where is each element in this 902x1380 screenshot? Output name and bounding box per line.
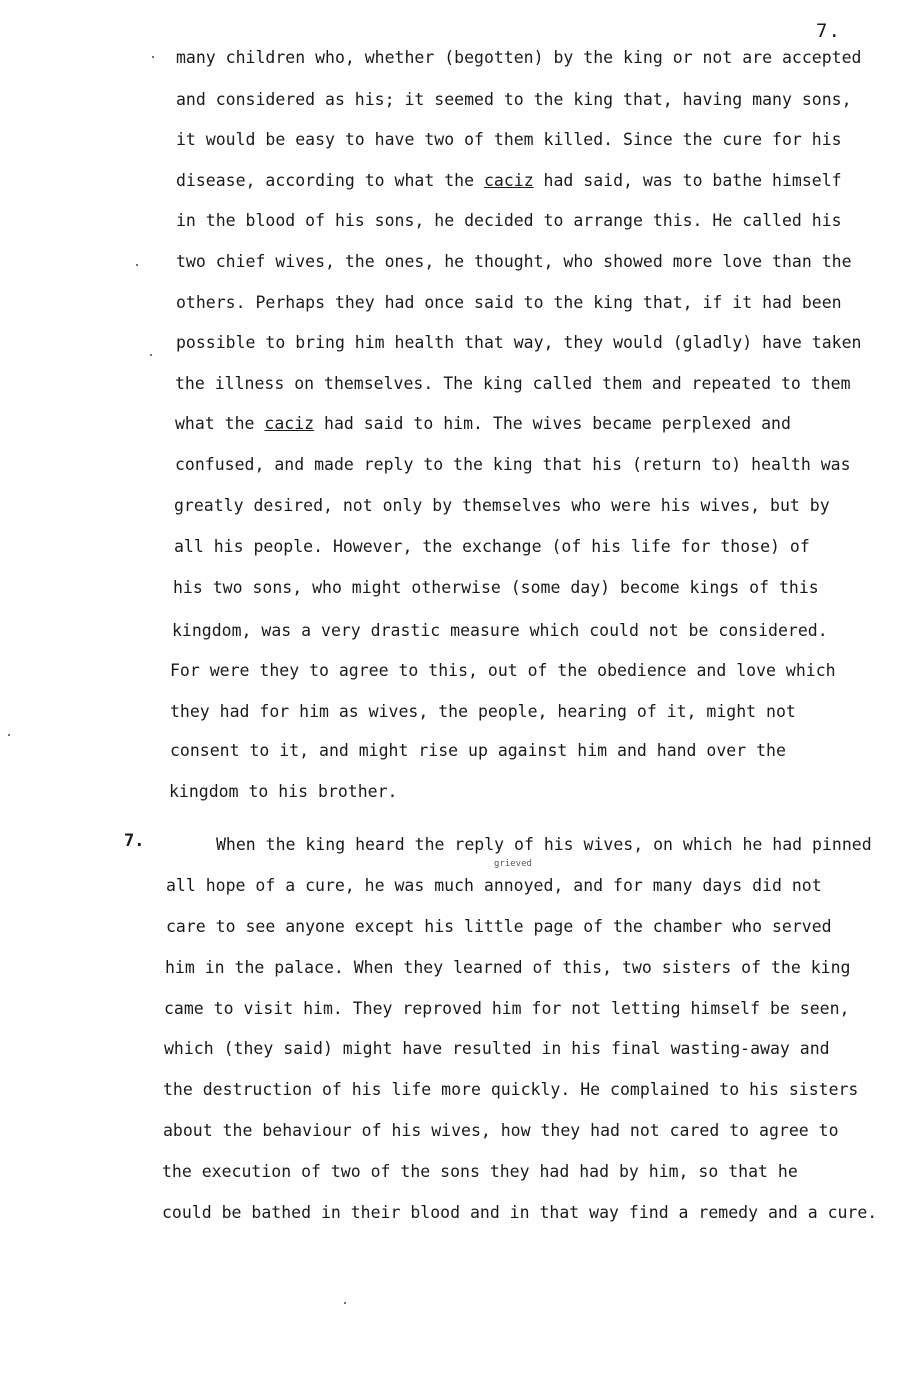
text-line: the destruction of his life more quickly. He complained to his sisters (163, 1080, 859, 1099)
text-fragment: what the (175, 414, 265, 433)
text-line: him in the palace. When they learned of this, two sisters of the king (165, 958, 851, 977)
text-line: others. Perhaps they had once said to the king that, if it had been (176, 293, 842, 312)
text-line: kingdom, was a very drastic measure which could not be considered. (172, 621, 828, 640)
scan-speck (136, 264, 138, 266)
text-line: confused, and made reply to the king that his (return to) health was (175, 455, 851, 474)
handwritten-insertion: grieved (494, 859, 532, 869)
text-line: in the blood of his sons, he decided to arrange this. He called his (176, 211, 842, 230)
text-line: When the king heard the reply of his wives, on which he had pinned (216, 835, 872, 854)
text-line: his two sons, who might otherwise (some day) become kings of this (173, 578, 819, 597)
scan-speck (8, 734, 10, 736)
text-line: all his people. However, the exchange (of his life for those) of (174, 537, 810, 556)
paragraph-number: 7. (124, 831, 145, 851)
underlined-word-caciz: caciz (483, 171, 534, 190)
text-line: which (they said) might have resulted in his final wasting-away and (164, 1039, 830, 1058)
text-line: many children who, whether (begotten) by the king or not are accepted (176, 48, 862, 67)
text-line-with-underline (176, 170, 842, 192)
page-number: 7. (816, 20, 841, 42)
text-line: kingdom to his brother. (169, 782, 398, 801)
text-line: For were they to agree to this, out of the obedience and love which (170, 661, 836, 680)
text-line: it would be easy to have two of them killed. Since the cure for his (176, 130, 842, 149)
text-line: possible to bring him health that way, they would (gladly) have taken (176, 333, 862, 352)
text-line: came to visit him. They reproved him for not letting himself be seen, (164, 999, 850, 1018)
text-fragment: disease, according to what the (176, 171, 484, 190)
text-line: could be bathed in their blood and in that way find a remedy and a cure. (162, 1203, 878, 1222)
text-fragment: had said, was to bathe himself (533, 171, 842, 190)
text-fragment: had said to him. The wives became perplexed and (314, 414, 791, 433)
text-line-with-underline (175, 413, 791, 435)
text-line: and considered as his; it seemed to the king that, having many sons, (176, 90, 852, 109)
text-line: consent to it, and might rise up against him and hand over the (170, 741, 786, 760)
scan-speck (152, 56, 154, 58)
text-line: two chief wives, the ones, he thought, who showed more love than the (176, 252, 852, 271)
text-line: they had for him as wives, the people, hearing of it, might not (170, 702, 796, 721)
text-line: about the behaviour of his wives, how they had not cared to agree to (163, 1121, 839, 1140)
underlined-word-caciz: caciz (264, 414, 315, 433)
text-line: all hope of a cure, he was much annoyed, and for many days did not (166, 876, 822, 895)
text-line: greatly desired, not only by themselves who were his wives, but by (174, 496, 830, 515)
text-line: the illness on themselves. The king called them and repeated to them (175, 374, 851, 393)
scan-speck (344, 1302, 346, 1304)
scan-speck (150, 354, 152, 356)
text-line: care to see anyone except his little page of the chamber who served (166, 917, 832, 936)
text-line: the execution of two of the sons they had had by him, so that he (162, 1162, 798, 1181)
